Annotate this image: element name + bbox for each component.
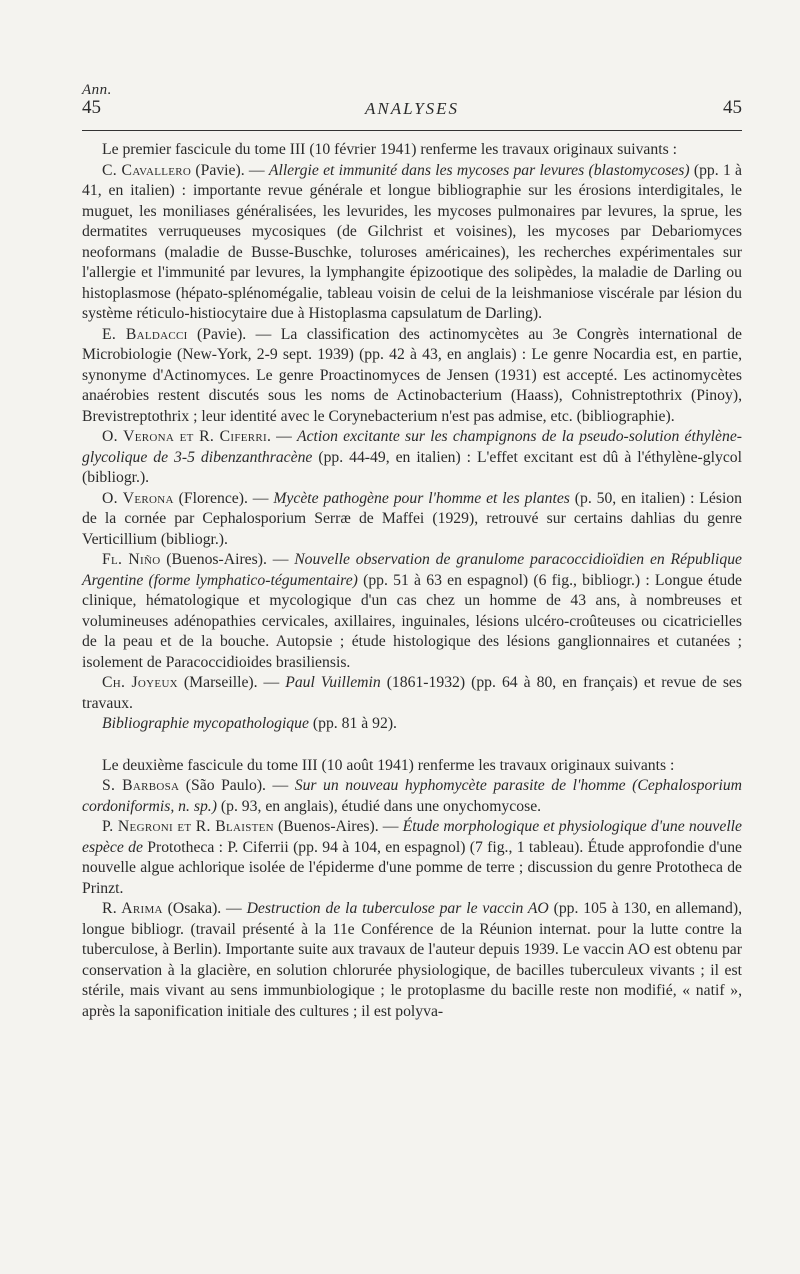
entry-author: O. Verona: [102, 489, 174, 507]
entry-text: Prototheca : P. Ciferrii (pp. 94 à 104, en espagnol) (7 fig., 1 tableau). Étude approfondie d'une nouvelle algue achlorique isolée de l'épiderme d'une pomme de terre ; discussion du genre Prototheca de Prinzt.: [82, 838, 742, 897]
entry-verona-ciferri: [82, 427, 742, 489]
entry-text: (p. 93, en anglais), étudié dans une onychomycose.: [216, 797, 542, 815]
entry-affiliation: (Pavie). —: [191, 161, 269, 179]
page-number-right: 45: [723, 97, 742, 118]
entry-verona: [82, 489, 742, 551]
entry-title: Paul Vuillemin: [285, 674, 381, 691]
entry-text: La classification des actinomycètes au 3e Congrès international de Microbiologie (New-York, 2-9 sept. 1939) (pp. 42 à 43, en anglais) : Le genre Nocardia est, en partie, synonyme d'Actinomyces. Le genre Proactinomyces de Jensen (1931) est accepté. Les actinomycètes anaérobies restent discutés sous les noms de Actinobacterium (Haass), Cohnistreptothrix (Pinoy), Brevistreptothrix ; leur identité avec le Corynebacterium n'est pas admise, etc. (bibliographie).: [82, 325, 742, 425]
entry-author: Fl. Niño: [102, 551, 161, 568]
entry-title: Étude morphologique et physiologique d'une nouvelle espèce de: [82, 818, 743, 856]
entry-baldacci: [82, 325, 742, 428]
entry-affiliation: . —: [267, 428, 298, 445]
entry-affiliation: (Osaka). —: [162, 900, 247, 917]
entry-title: Action excitante sur les champignons de la pseudo-solution éthylène-glycolique de 3-5 dibenzanthracène: [82, 428, 743, 466]
entry-title: Bibliographie mycopathologique: [102, 715, 309, 732]
entry-affiliation: (Florence). —: [173, 489, 274, 507]
entry-text: (pp. 51 à 63 en espagnol) (6 fig., bibliogr.) : Longue étude clinique, hématologique et mycologique d'un cas chez un homme de 43 ans, à nombreuses et volumineuses adénopathies cervicales, axillaires, inguinales, lésions ulcéro-croûteuses ou cicatricielles de la peau et de la bouche. Autopsie ; étude histologique des lésions ganglionnaires et cutanées ; isolement de Paracoccidioides brasiliensis.: [82, 571, 742, 671]
entry-affiliation: (Buenos-Aires). —: [160, 551, 295, 568]
header-rule: [82, 130, 742, 131]
entry-title: Mycète pathogène pour l'homme et les plantes: [273, 489, 570, 507]
entry-author: O. Verona et R. Ciferri: [102, 428, 267, 445]
entry-affiliation: (São Paulo). —: [179, 777, 295, 794]
entry-text: (p. 50, en italien) : Lésion de la cornée par Cephalosporium Serræ de Maffei (1929), retrouvé sur certains dahlias du genre Verticillium (bibliogr.).: [82, 489, 742, 548]
page-number-left: 45: [82, 97, 101, 118]
entry-text: (pp. 105 à 130, en allemand), longue bibliogr. (travail présenté à la 11e Conférence de la Réunion internat. pour la lutte contre la tuberculose, à Berlin). Importante suite aux travaux de l'auteur depuis 1939. Le vaccin AO est obtenu par conservation à la glacière, en solution chlorurée physiologique, de bacilles tuberculeux vivants ; il est stérile, mais vivant au sens immunbiologique ; le protoplasme du bacille reste non modifié, « natif », après la saponification initiale des cultures ; il est polyva-: [82, 900, 742, 1020]
entry-text: (pp. 44-49, en italien) : L'effet excitant est dû à l'éthylène-glycol (bibliogr.).: [82, 448, 742, 486]
entry-cavallero: [82, 161, 742, 325]
entry-affiliation: (Marseille). —: [177, 674, 286, 691]
entry-author: R. Arima: [102, 900, 163, 917]
entry-negroni-blaisten: [82, 817, 742, 899]
entry-author: E. Baldacci: [102, 325, 188, 343]
entry-title: Destruction de la tuberculose par le vaccin AO: [246, 900, 549, 917]
section2-intro: Le deuxième fascicule du tome III (10 août 1941) renferme les travaux originaux suivants :: [102, 756, 675, 774]
entry-title: Nouvelle observation de granulome paracoccidioïdien en République Argentine (forme lymphatico-tégumentaire): [82, 551, 742, 589]
entry-bibliographie: [82, 714, 742, 735]
article-body: [82, 140, 742, 1022]
entry-affiliation: (Buenos-Aires). —: [273, 818, 403, 835]
section1-intro: Le premier fascicule du tome III (10 février 1941) renferme les travaux originaux suivants :: [102, 141, 677, 158]
entry-text: (pp. 81 à 92).: [308, 715, 397, 732]
entry-arima: [82, 899, 742, 1022]
entry-nino: [82, 550, 742, 673]
entry-author: Ch. Joyeux: [102, 674, 178, 691]
entry-barbosa: [82, 776, 742, 817]
section-gap: [82, 735, 742, 756]
entry-affiliation: (Pavie). —: [187, 325, 281, 343]
running-header: [82, 97, 742, 121]
entry-author: S. Barbosa: [102, 777, 180, 794]
entry-text: (pp. 1 à 41, en italien) : importante revue générale et longue bibliographie sur les érosions interdigitales, le muguet, les moniliases généralisées, les levurides, les mycoses pulmonaires par levures, la sprue, les dermatites verruqueuses mycosiques (de Gilchrist et voisines), les mycoses par Debariomyces neoformans (maladie de Busse-Buschke, toluroses américaines), les recherches expérimentales sur l'allergie et l'immunité par levures, la lymphangite épizootique des solipèdes, la maladie de Darling ou histoplasmose (hépato-splénomégalie, tableau voisin de celui de la leishmaniose viscérale par lésion du système réticulo-histiocytaire due à Histoplasma capsulatum de Darling).: [82, 161, 743, 322]
entry-title: Allergie et immunité dans les mycoses par levures (blastomycoses): [268, 161, 690, 179]
entry-text: (1861-1932) (pp. 64 à 80, en français) et revue de ses travaux.: [82, 674, 742, 712]
running-header-label: Ann.: [82, 82, 112, 98]
entry-author: C. Cavallero: [102, 161, 192, 179]
entry-title: Sur un nouveau hyphomycète parasite de l'homme (Cephalosporium cordoniformis, n. sp.): [82, 777, 742, 815]
entry-author: P. Negroni et R. Blaisten: [102, 818, 274, 835]
entry-joyeux: [82, 673, 742, 714]
running-title: ANALYSES: [364, 99, 460, 118]
